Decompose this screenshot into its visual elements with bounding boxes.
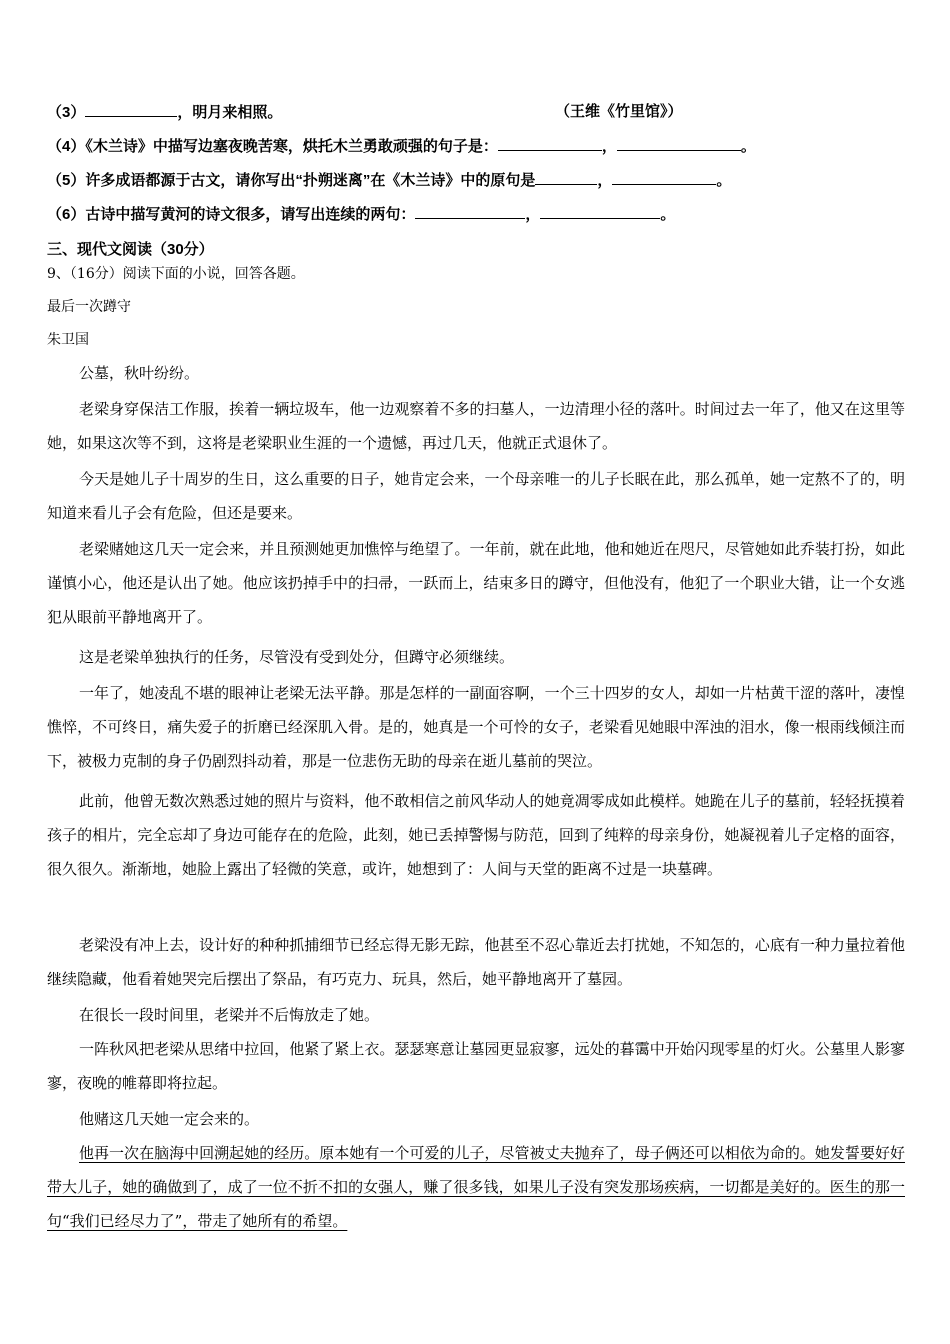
question-6 — [47, 204, 675, 225]
story-paragraph-10: 一阵秋风把老梁从思绪中拉回，他紧了紧上衣。瑟瑟寒意让墓园更显寂寥，远处的暮霭中开始闪现零星的灯火。公墓里人影寥寥，夜晚的帷幕即将拉起。 — [47, 1040, 905, 1092]
question-6-text: （6）古诗中描写黄河的诗文很多，请写出连续的两句： — [47, 206, 416, 223]
story-paragraph-8: 老梁没有冲上去，设计好的种种抓捕细节已经忘得无影无踪，他甚至不忍心靠近去打扰她，不知怎的，心底有一种力量拉着他继续隐藏，他看着她哭完后摆出了祭品，有巧克力、玩具，然后，她平静地离开了墓园。 — [47, 936, 905, 988]
period: 。 — [740, 138, 756, 155]
separator: ， — [525, 206, 541, 223]
story-paragraph-11: 他赌这几天她一定会来的。 — [79, 1110, 260, 1128]
question-3-number: （3） — [47, 104, 86, 121]
separator: ， — [597, 172, 613, 189]
question-3-text: ，明月来相照。 — [177, 104, 283, 121]
story-paragraph-2: 老梁身穿保洁工作服，挨着一辆垃圾车，他一边观察着不多的扫墓人，一边清理小径的落叶。时间过去一年了，他又在这里等她，如果这次等不到，这将是老梁职业生涯的一个遗憾，再过几天，他就正式退休了。 — [47, 400, 905, 452]
question-4 — [47, 136, 756, 157]
story-paragraph-6: 一年了，她凌乱不堪的眼神让老梁无法平静。那是怎样的一副面容啊，一个三十四岁的女人，却如一片枯黄干涩的落叶，凄惶憔悴，不可终日，痛失爱子的折磨已经深肌入骨。是的，她真是一个可怜的女子，老梁看见她眼中浑浊的泪水，像一根雨线倾注而下，被极力克制的身子仍剧烈抖动着，那是一位悲伤无助的母亲在逝儿墓前的哭泣。 — [47, 684, 905, 770]
section-heading: 三、现代文阅读（30分） — [47, 241, 214, 258]
answer-blank[interactable] — [540, 204, 660, 219]
story-author: 朱卫国 — [47, 332, 89, 348]
question-5 — [47, 170, 731, 191]
question-3 — [47, 102, 282, 123]
story-paragraph-1: 公墓，秋叶纷纷。 — [79, 364, 200, 382]
question-5-text: （5）许多成语都源于古文，请你写出“扑朔迷离”在《木兰诗》中的原句是 — [47, 172, 536, 189]
question-4-text: （4）《木兰诗》中描写边塞夜晚苦寒，烘托木兰勇敢顽强的句子是： — [47, 138, 498, 155]
story-paragraph-5: 这是老梁单独执行的任务，尽管没有受到处分，但蹲守必须继续。 — [79, 648, 515, 666]
period: 。 — [716, 172, 732, 189]
question-3-source: （王维《竹里馆》） — [555, 103, 683, 120]
question-9-prompt: 9、（16分）阅读下面的小说，回答各题。 — [47, 266, 305, 282]
story-paragraph-3: 今天是她儿子十周岁的生日，这么重要的日子，她肯定会来，一个母亲唯一的儿子长眠在此，那么孤单，她一定熬不了的，明知道来看儿子会有危险，但还是要来。 — [47, 470, 905, 522]
answer-blank[interactable] — [535, 170, 597, 185]
story-paragraph-7: 此前，他曾无数次熟悉过她的照片与资料，他不敢相信之前风华动人的她竟凋零成如此模样。她跪在儿子的墓前，轻轻抚摸着孩子的相片，完全忘却了身边可能存在的危险，此刻，她已丢掉警惕与防范，回到了纯粹的母亲身份，她凝视着儿子定格的面容，很久很久。渐渐地，她脸上露出了轻微的笑意，或许，她想到了：人间与天堂的距离不过是一块墓碑。 — [47, 792, 905, 878]
story-paragraph-9: 在很长一段时间里，老梁并不后悔放走了她。 — [79, 1006, 380, 1024]
story-title: 最后一次蹲守 — [47, 299, 131, 315]
answer-blank[interactable] — [617, 136, 741, 151]
answer-blank[interactable] — [612, 170, 716, 185]
answer-blank[interactable] — [415, 204, 525, 219]
period: 。 — [660, 206, 676, 223]
answer-blank[interactable] — [85, 102, 177, 117]
separator: ， — [601, 138, 617, 155]
story-paragraph-4: 老梁赌她这几天一定会来，并且预测她更加憔悴与绝望了。一年前，就在此地，他和她近在咫尺，尽管她如此乔装打扮，如此谨慎小心，他还是认出了她。他应该扔掉手中的扫帚，一跃而上，结束多日的蹲守，但他没有，他犯了一个职业大错，让一个女逃犯从眼前平静地离开了。 — [47, 540, 905, 626]
story-paragraph-12-underlined: 他再一次在脑海中回溯起她的经历。原本她有一个可爱的儿子，尽管被丈夫抛弃了，母子俩还可以相依为命的。她发誓要好好带大儿子，她的确做到了，成了一位不折不扣的女强人，赚了很多钱，如果儿子没有突发那场疾病，一切都是美好的。医生的那一句“我们已经尽力了”，带走了她所有的希望。 — [47, 1144, 905, 1230]
answer-blank[interactable] — [498, 136, 602, 151]
